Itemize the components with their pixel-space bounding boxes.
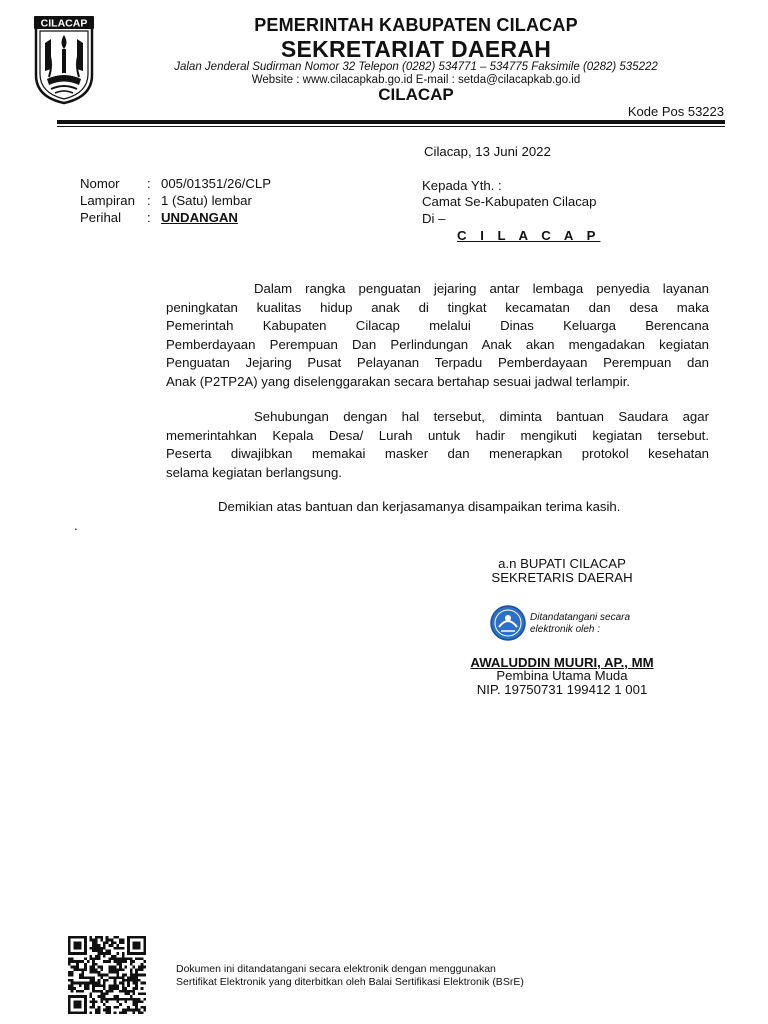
paragraph-line: Pemerintah Kabupaten Cilacap melalui Dinas Keluarga Berencana: [166, 318, 709, 333]
signatory-name: AWALUDDIN MUURI, AP., MM: [470, 655, 654, 670]
paragraph-line: Pemberdayaan Perempuan Dan Perlindungan Anak akan mengadakan kegiatan: [166, 336, 709, 352]
footer-note-line1: Dokumen ini ditandatangani secara elektronik dengan menggunakan: [176, 963, 496, 975]
number-value: 005/01351/26/CLP: [161, 176, 271, 191]
place-date: Cilacap, 13 Juni 2022: [424, 144, 551, 159]
body-paragraph-2: [166, 408, 709, 482]
closing-sentence: Demikian atas bantuan dan kerjasamanya disampaikan terima kasih.: [218, 499, 621, 514]
subject-colon: :: [147, 210, 151, 225]
office-website-email: Website : www.cilacapkab.go.id E-mail : setda@cilacapkab.go.id: [251, 74, 581, 86]
subject-value: UNDANGAN: [161, 210, 238, 225]
office-address: Jalan Jenderal Sudirman Nomor 32 Telepon (0282) 534771 – 534775 Faksimile (0282) 535222: [174, 61, 658, 73]
paragraph-line: Dalam rangka penguatan jejaring antar lembaga penyedia layanan: [254, 281, 709, 296]
attachment-label: Lampiran: [80, 193, 135, 208]
number-colon: :: [147, 176, 151, 191]
signatory-nip: NIP. 19750731 199412 1 001: [476, 682, 648, 697]
postal-code: Kode Pos 53223: [627, 104, 724, 119]
attachment-colon: :: [147, 193, 151, 208]
paragraph-line: Anak (P2TP2A) yang diselenggarakan secara bertahap sesuai jadwal terlampir.: [166, 373, 631, 389]
signature-position: SEKRETARIS DAERAH: [491, 570, 633, 585]
esign-note-line2: elektronik oleh :: [530, 624, 601, 635]
signatory-rank: Pembina Utama Muda: [496, 668, 628, 683]
stray-mark: .: [74, 518, 78, 533]
electronic-signature-note: [530, 612, 630, 636]
recipient-di: Di –: [422, 211, 446, 226]
recipient-name: Camat Se-Kabupaten Cilacap: [422, 194, 597, 209]
number-label: Nomor: [80, 176, 120, 191]
letterhead-divider-thin: [57, 126, 725, 127]
paragraph-line: Sehubungan dengan hal tersebut, diminta bantuan Saudara agar: [254, 409, 709, 424]
signature-on-behalf: a.n BUPATI CILACAP: [498, 556, 626, 571]
office-city: CILACAP: [378, 85, 454, 104]
attachment-value: 1 (Satu) lembar: [161, 193, 252, 208]
recipient-salutation: Kepada Yth. :: [422, 178, 502, 193]
office-name: SEKRETARIAT DAERAH: [280, 36, 552, 62]
esign-note-line1: Ditandatangani secara: [530, 612, 631, 623]
paragraph-line: Peserta diwajibkan memakai masker dan menerapkan protokol kesehatan: [166, 446, 709, 461]
bsre-seal-icon: [488, 603, 528, 643]
government-name: PEMERINTAH KABUPATEN CILACAP: [254, 15, 578, 35]
recipient-city: C I L A C A P: [457, 228, 601, 243]
letterhead-divider-thick: [57, 120, 725, 124]
cilacap-regency-emblem-icon: [33, 13, 95, 105]
body-paragraph-1: [166, 280, 709, 391]
paragraph-line: Penguatan Jejaring Pusat Pelayanan Terpadu Pemberdayaan Perempuan dan: [166, 355, 709, 370]
paragraph-line: peningkatan kualitas hidup anak di tingkat kecamatan dan desa maka: [166, 299, 709, 315]
footer-note-line2: Sertifikat Elektronik yang diterbitkan oleh Balai Sertifikasi Elektronik (BSrE): [176, 976, 524, 988]
logo-text: CILACAP: [40, 17, 88, 30]
verification-qr-code: [68, 936, 146, 1014]
paragraph-line: memerintahkan Kepala Desa/ Lurah untuk hadir mengikuti kegiatan tersebut.: [166, 427, 709, 443]
subject-label: Perihal: [80, 210, 122, 225]
paragraph-line: selama kegiatan berlangsung.: [166, 464, 342, 480]
